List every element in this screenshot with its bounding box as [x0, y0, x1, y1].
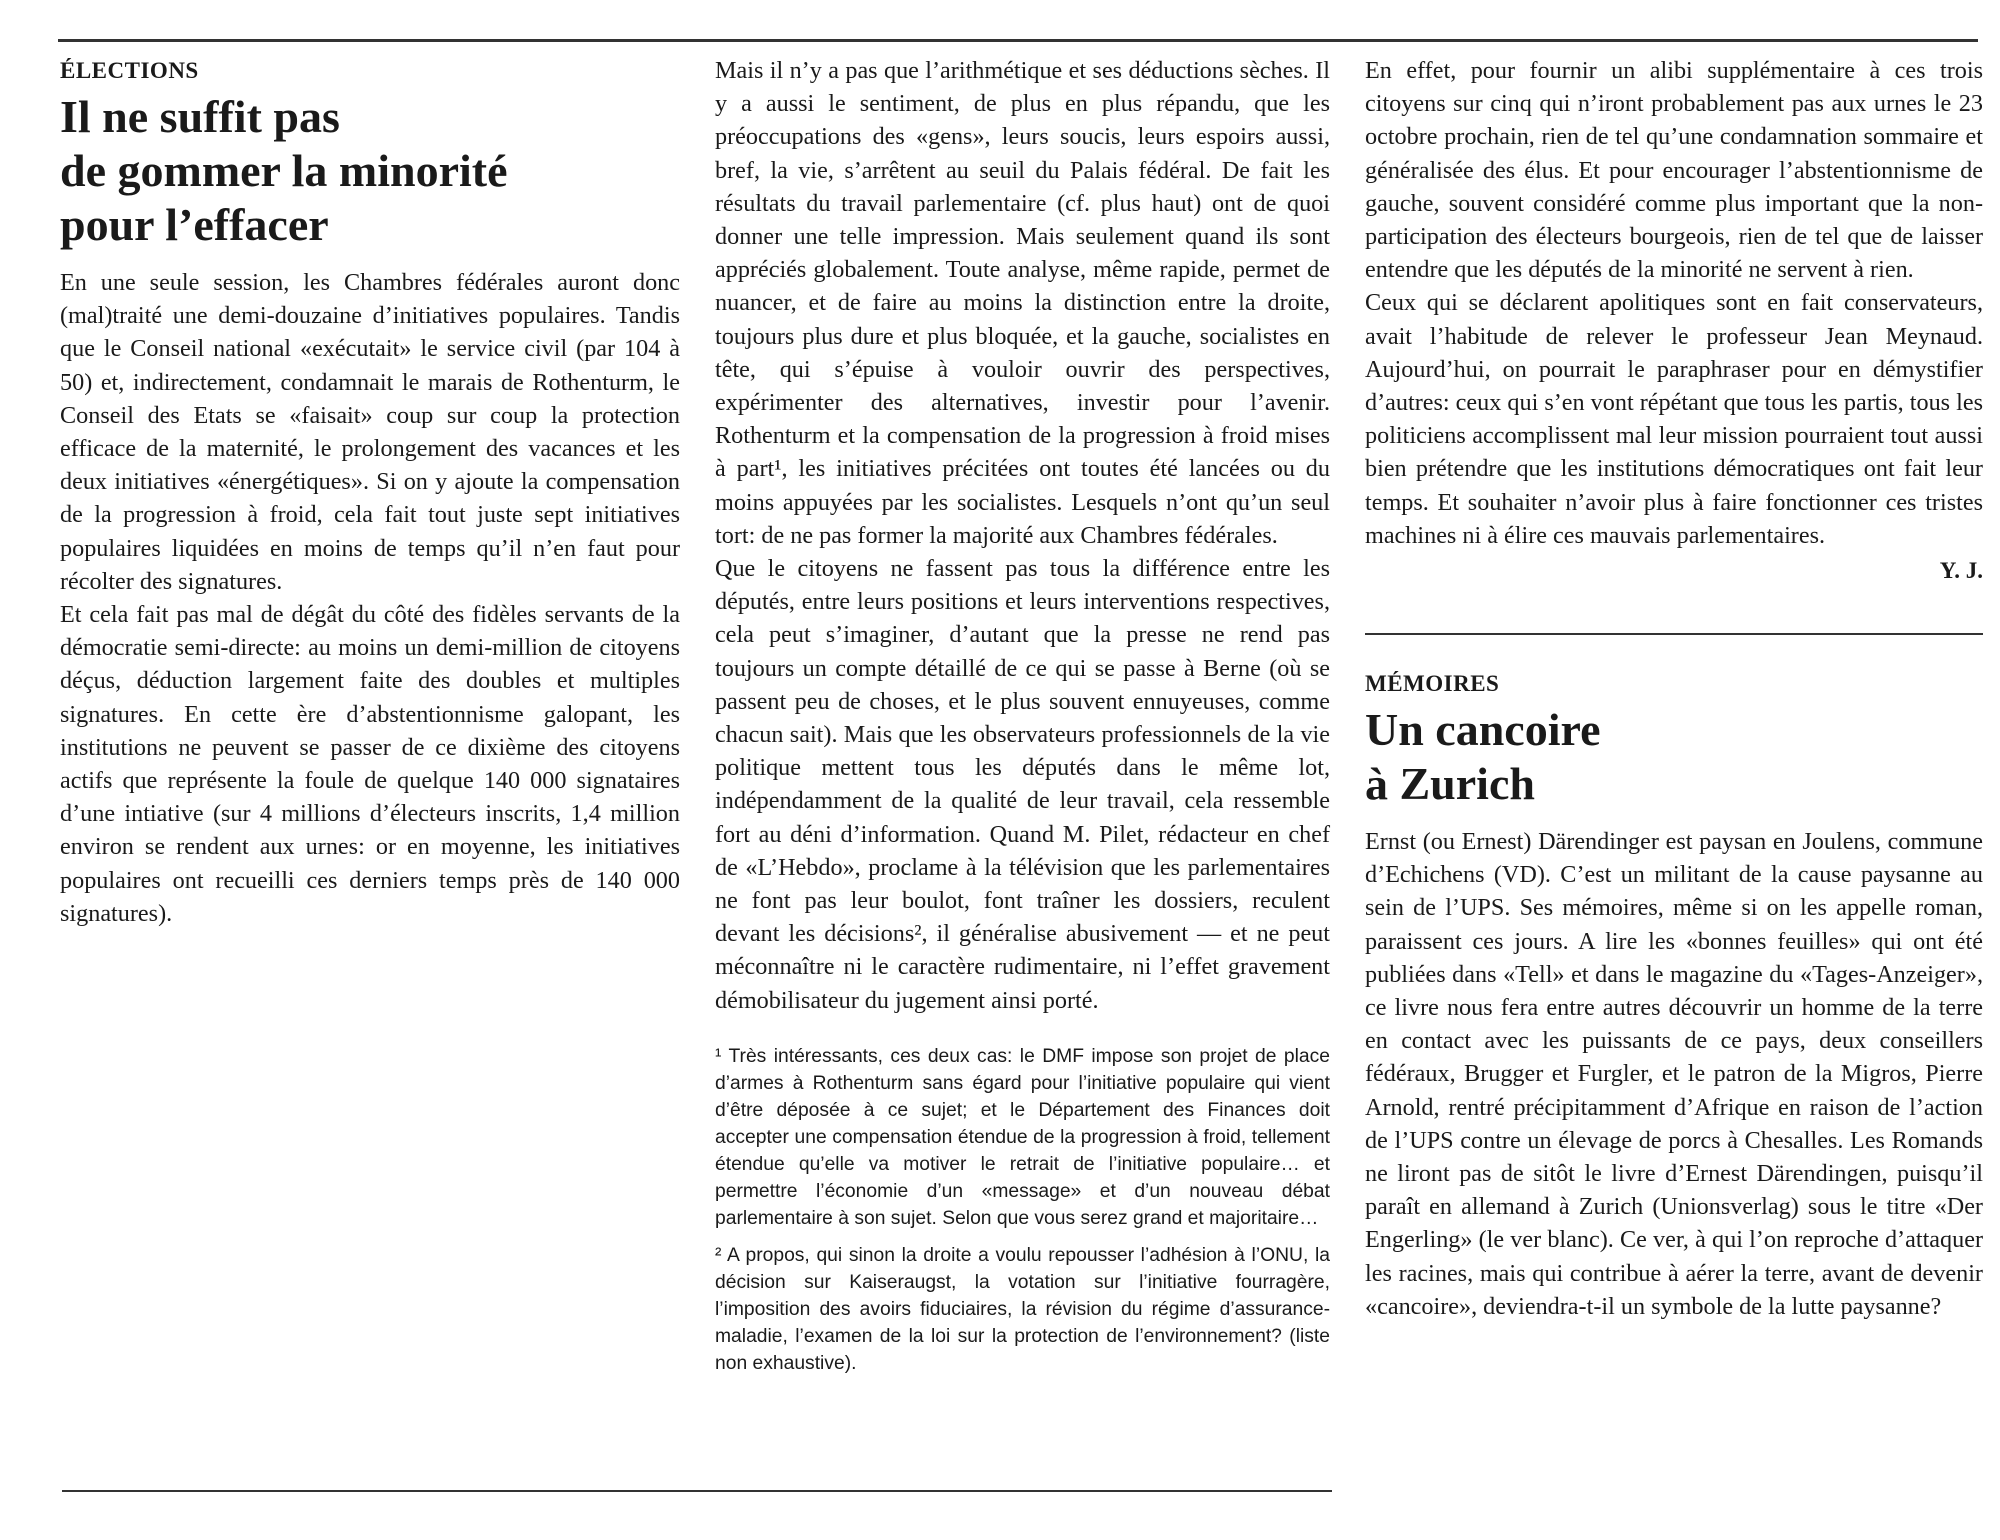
column-2 [715, 54, 1330, 1387]
footnotes [715, 1043, 1330, 1377]
article-headline [1365, 703, 1983, 811]
paragraph: En effet, pour fournir un alibi supplémentaire à ces trois citoyens sur cinq qui n’iront probablement pas aux urnes le 23 octobre prochain, rien de tel qu’une condamnation sommaire et généralisée des élus. Et pour encourager l’abstentionnisme de gauche, souvent considéré comme plus important que la non-participation des électeurs bourgeois, rien de tel que de laisser entendre que les députés de la minorité ne servent à rien. [1365, 57, 1983, 284]
bottom-rule [62, 1490, 1332, 1492]
headline-line: Un cancoire [1365, 704, 1601, 756]
footnote: ² A propos, qui sinon la droite a voulu repousser l’adhésion à l’ONU, la décision sur Kaiseraugst, la votation sur l’initiative fourragère, l’imposition des avoirs fiduciaires, la révision du régime d’assurance-maladie, l’examen de la loi sur la protection de l’environnement? (liste non exhaustive). [715, 1244, 1330, 1374]
article-headline [60, 90, 680, 252]
article-body [60, 266, 680, 930]
paragraph: Ceux qui se déclarent apolitiques sont en fait conservateurs, avait l’habitude de relever le professeur Jean Meynaud. Aujourd’hui, on pourrait le paraphraser pour en démystifier d’autres: ceux qui s’en vont répétant que tous les partis, tous les politiciens accomplissent mal leur mission pourraient tout aussi bien prétendre que les institutions démocratiques ont fait leur temps. Et souhaiter n’avoir plus à faire fonctionner ces tristes machines ni à élire ces mauvais parlementaires. [1365, 289, 1983, 549]
author-signature: Y. J. [1939, 558, 1983, 584]
column-1 [60, 54, 680, 930]
section-kicker: ÉLECTIONS [60, 58, 199, 83]
article-body [1365, 54, 1983, 552]
paragraph: Que le citoyens ne fassent pas tous la différence entre les députés, entre leurs positions et leurs interventions respectives, cela peut s’imaginer, d’autant que la presse ne rend pas toujours un compte détaillé de ce qui se passe à Berne (où se passent peu de choses, et le plus souvent ennuyeuses, comme chacun sait). Mais que les observateurs professionnels de la vie politique mettent tous les députés dans le même lot, indépendamment de la qualité de leur travail, cela ressemble fort au déni d’information. Quand M. Pilet, rédacteur en chef de «L’Hebdo», proclame à la télévision que les parlementaires ne font pas leur boulot, font traîner les dossiers, reculent devant les décisions², il généralise abusivement — et ne peut méconnaître ni le caractère rudimentaire, ni l’effet gravement démobilisateur du jugement ainsi porté. [715, 555, 1330, 1014]
article-body [1365, 825, 1983, 1323]
column-3 [1365, 54, 1983, 1323]
top-rule [58, 39, 1978, 42]
paragraph: En une seule session, les Chambres fédérales auront donc (mal)traité une demi-douzaine d’initiatives populaires. Tandis que le Conseil national «exécutait» le service civil (par 104 à 50) et, indirectement, condamnait le marais de Rothenturm, le Conseil des Etats se «faisait» coup sur coup la protection efficace de la maternité, le prolongement des vacances et les deux initiatives «énergétiques». Si on y ajoute la compensation de la progression à froid, cela fait tout juste sept initiatives populaires liquidées en moins de temps qu’il n’en faut pour récolter des signatures. [60, 269, 680, 595]
section-kicker: MÉMOIRES [1365, 671, 1500, 697]
headline-line: à Zurich [1365, 758, 1535, 810]
headline-line: Il ne suffit pas [60, 91, 340, 142]
paragraph: Ernst (ou Ernest) Därendinger est paysan en Joulens, commune d’Echichens (VD). C’est un militant de la cause paysanne au sein de l’UPS. Ses mémoires, même si on les appelle roman, paraissent ces jours. A lire les «bonnes feuilles» qui ont été publiées dans «Tell» et dans le magazine du «Tages-Anzeiger», ce livre nous fera entre autres découvrir un homme de la terre en contact avec les puissants de ce pays, deux conseillers fédéraux, Brugger et Furgler, et le patron de la Migros, Pierre Arnold, rentré précipitamment d’Afrique en raison de l’action de l’UPS contre un élevage de porcs à Chesalles. Les Romands ne liront pas de sitôt le livre d’Ernest Därendingen, puisqu’il paraît en allemand à Zurich (Unionsverlag) sous le titre «Der Engerling» (le ver blanc). Ce ver, à qui l’on reproche d’attaquer les racines, mais qui contribue à aérer la terre, avant de devenir «cancoire», deviendra-t-il un symbole de la lutte paysanne? [1365, 828, 1983, 1320]
paragraph: Mais il n’y a pas que l’arithmétique et ses déductions sèches. Il y a aussi le sentiment, de plus en plus répandu, que les préoccupations des «gens», leurs soucis, leurs espoirs aussi, bref, la vie, s’arrêtent au seuil du Palais fédéral. De fait les résultats du travail parlementaire (cf. plus haut) ont de quoi donner une telle impression. Mais seulement quand ils sont appréciés globalement. Toute analyse, même rapide, permet de nuancer, et de faire au moins la distinction entre la droite, toujours plus dure et plus bloquée, et la gauche, socialistes en tête, qui s’épuise à vouloir ouvrir des perspectives, expérimenter des alternatives, investir pour l’avenir. Rothenturm et la compensation de la progression à froid mises à part¹, les initiatives précitées ont toutes été lancées ou du moins appuyées par les socialistes. Lesquels n’ont qu’un seul tort: de ne pas former la majorité aux Chambres fédérales. [715, 57, 1330, 549]
headline-line: de gommer la minorité [60, 145, 508, 196]
article-body [715, 54, 1330, 1017]
headline-line: pour l’effacer [60, 199, 329, 250]
paragraph: Et cela fait pas mal de dégât du côté des fidèles servants de la démocratie semi-directe: au moins un demi-million de citoyens déçus, déduction largement faite des doubles et multiples signatures. En cette ère d’abstentionnisme galopant, les institutions ne peuvent se passer de ce dixième des citoyens actifs que représente la foule de quelque 140 000 signataires d’une intiative (sur 4 millions d’électeurs inscrits, 1,4 million environ se rendent aux urnes: or en moyenne, les initiatives populaires ont recueilli ces derniers temps près de 140 000 signatures). [60, 601, 680, 927]
footnote: ¹ Très intéressants, ces deux cas: le DMF impose son projet de place d’armes à Rothenturm sans égard pour l’initiative populaire qui vient d’être déposée à ce sujet; et le Département des Finances doit accepter une compensation étendue de la progression à froid, tellement étendue qu’elle va motiver le retrait de l’initiative populaire… et permettre l’économie d’un «message» et d’un nouveau débat parlementaire à son sujet. Selon que vous serez grand et majoritaire… [715, 1045, 1330, 1229]
section-divider [1365, 633, 1983, 635]
